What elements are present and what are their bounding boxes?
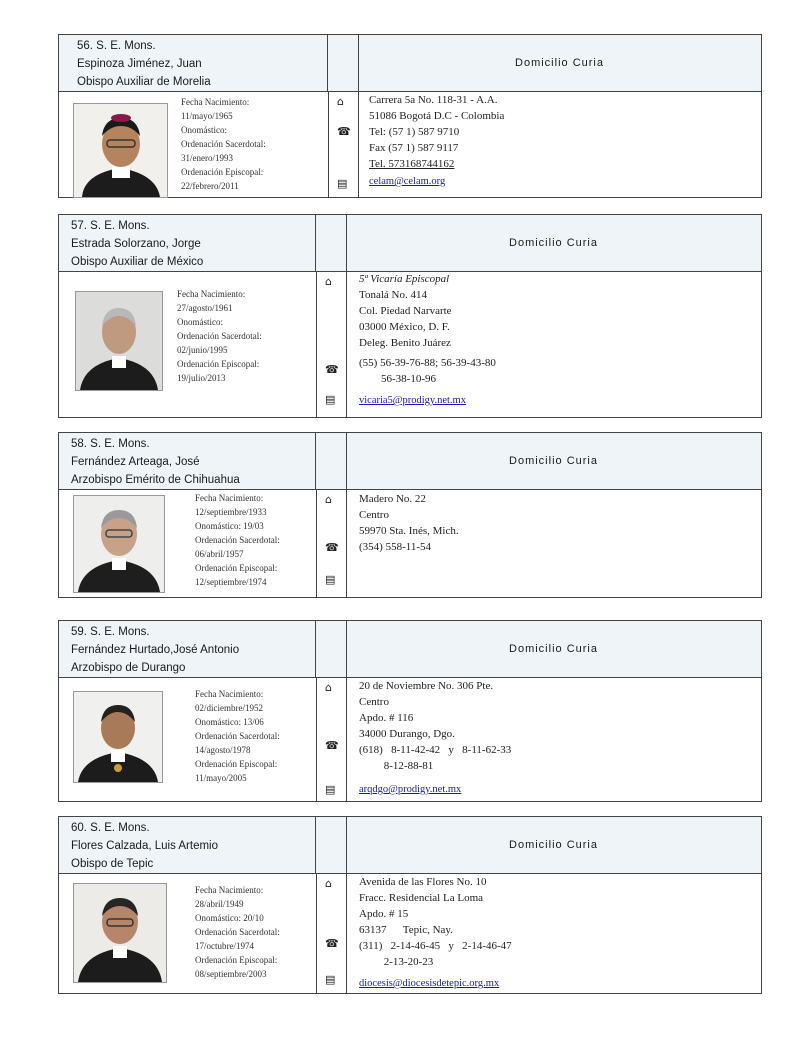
house-icon: ⌂ — [325, 877, 332, 890]
fax-icon: ▤ — [325, 783, 336, 796]
domicilio-label: Domicilio Curia — [509, 237, 598, 249]
domicilio-label: Domicilio Curia — [509, 839, 598, 851]
bishop-photo — [73, 691, 163, 783]
bishop-name-block: 58. S. E. Mons. Fernández Arteaga, José Arzobispo Emérito de Chihuahua — [59, 433, 316, 489]
address-block: 20 de Noviembre No. 306 Pte. Centro Apdo. # 116 34000 Durango, Dgo. (618) 8-11-42-42 y 8-11-62-33 8-12-88-81 arqdgo@prodigy.net.mx — [359, 678, 511, 798]
bishop-card-58 — [58, 432, 762, 598]
house-icon: ⌂ — [337, 95, 344, 108]
card-header — [59, 433, 761, 490]
house-icon: ⌂ — [325, 681, 332, 694]
domicilio-label: Domicilio Curia — [515, 57, 604, 69]
address-block: Avenida de las Flores No. 10 Fracc. Residencial La Loma Apdo. # 15 63137 Tepic, Nay. (311) 2-14-46-45 y 2-14-46-47 2-13-20-23 diocesis@diocesisdetepic.org.mx — [359, 874, 512, 992]
phone-icon: ☎ — [325, 739, 339, 752]
card-header — [59, 621, 761, 678]
dates-list: Fecha Nacimiento: 02/diciembre/1952 Onomástico: 13/06 Ordenación Sacerdotal: 14/agosto/1978 Ordenación Episcopal: 11/mayo/2005 — [195, 689, 280, 783]
bishop-title: Obispo Auxiliar de Morelia — [77, 76, 211, 88]
bishop-photo — [73, 495, 165, 593]
card-header — [59, 215, 761, 272]
phone-icon: ☎ — [325, 363, 339, 376]
house-icon: ⌂ — [325, 493, 332, 506]
house-icon: ⌂ — [325, 275, 332, 288]
bishop-name: Espinoza Jiménez, Juan — [77, 58, 202, 70]
bishop-photo — [73, 883, 167, 983]
email-link[interactable]: vicaria5@prodigy.net.mx — [359, 395, 466, 406]
email-link[interactable]: diocesis@diocesisdetepic.org.mx — [359, 978, 500, 989]
domicilio-label: Domicilio Curia — [509, 455, 598, 467]
fax-icon: ▤ — [325, 973, 336, 986]
bishop-name-block: 60. S. E. Mons. Flores Calzada, Luis Artemio Obispo de Tepic — [59, 817, 316, 873]
dates-list: Fecha Nacimiento: 27/agosto/1961 Onomástico: Ordenación Sacerdotal: 02/junio/1995 Ordenación Episcopal: 19/julio/2013 — [177, 289, 262, 383]
phone-icon: ☎ — [325, 937, 339, 950]
domicilio-label: Domicilio Curia — [509, 643, 598, 655]
bishop-name-block: 59. S. E. Mons. Fernández Hurtado,José Antonio Arzobispo de Durango — [59, 621, 316, 677]
dates-list: Fecha Nacimiento: 12/septiembre/1933 Onomástico: 19/03 Ordenación Sacerdotal: 06/abril/1957 Ordenación Episcopal: 12/septiembre/1974 — [195, 493, 280, 587]
bishop-number: 56. S. E. Mons. — [77, 40, 156, 52]
bishop-name-block — [59, 35, 328, 91]
card-header — [59, 817, 761, 874]
dates-list: Fecha Nacimiento: 28/abril/1949 Onomástico: 20/10 Ordenación Sacerdotal: 17/octubre/1974 Ordenación Episcopal: 08/septiembre/2003 — [195, 885, 280, 979]
bishop-photo — [75, 291, 163, 391]
phone-icon: ☎ — [337, 125, 351, 138]
bishop-card-59 — [58, 620, 762, 802]
bishop-name-block: 57. S. E. Mons. Estrada Solorzano, Jorge Obispo Auxiliar de México — [59, 215, 316, 271]
fax-icon: ▤ — [325, 393, 336, 406]
address-block: Madero No. 22 Centro 59970 Sta. Inés, Mich. (354) 558-11-54 — [359, 493, 459, 553]
address-block: Carrera 5a No. 118-31 - A.A. 51086 Bogotá D.C - Colombia Tel: (57 1) 587 9710 Fax (57 1) 587 9117 Tel. 573168744162 celam@celam.org — [369, 92, 504, 190]
card-header — [59, 35, 761, 92]
fax-icon: ▤ — [325, 573, 336, 586]
bishop-card-57 — [58, 214, 762, 418]
email-link[interactable]: arqdgo@prodigy.net.mx — [359, 784, 462, 795]
dates-list: Fecha Nacimiento: 11/mayo/1965 Onomástico: Ordenación Sacerdotal: 31/enero/1993 Ordenación Episcopal: 22/febrero/2011 — [181, 97, 266, 191]
phone-icon: ☎ — [325, 541, 339, 554]
address-block: 5ª Vicaría Episcopal Tonalá No. 414 Col. Piedad Narvarte 03000 México, D. F. Deleg. Benito Juárez (55) 56-39-76-88; 56-39-43-80 56-38-10-96 vicaria5@prodigy.net.mx — [359, 271, 496, 409]
bishop-card-60 — [58, 816, 762, 994]
email-link[interactable]: celam@celam.org — [369, 176, 446, 187]
bishop-card-56 — [58, 34, 762, 198]
bishop-photo — [73, 103, 168, 198]
fax-icon: ▤ — [337, 177, 348, 190]
